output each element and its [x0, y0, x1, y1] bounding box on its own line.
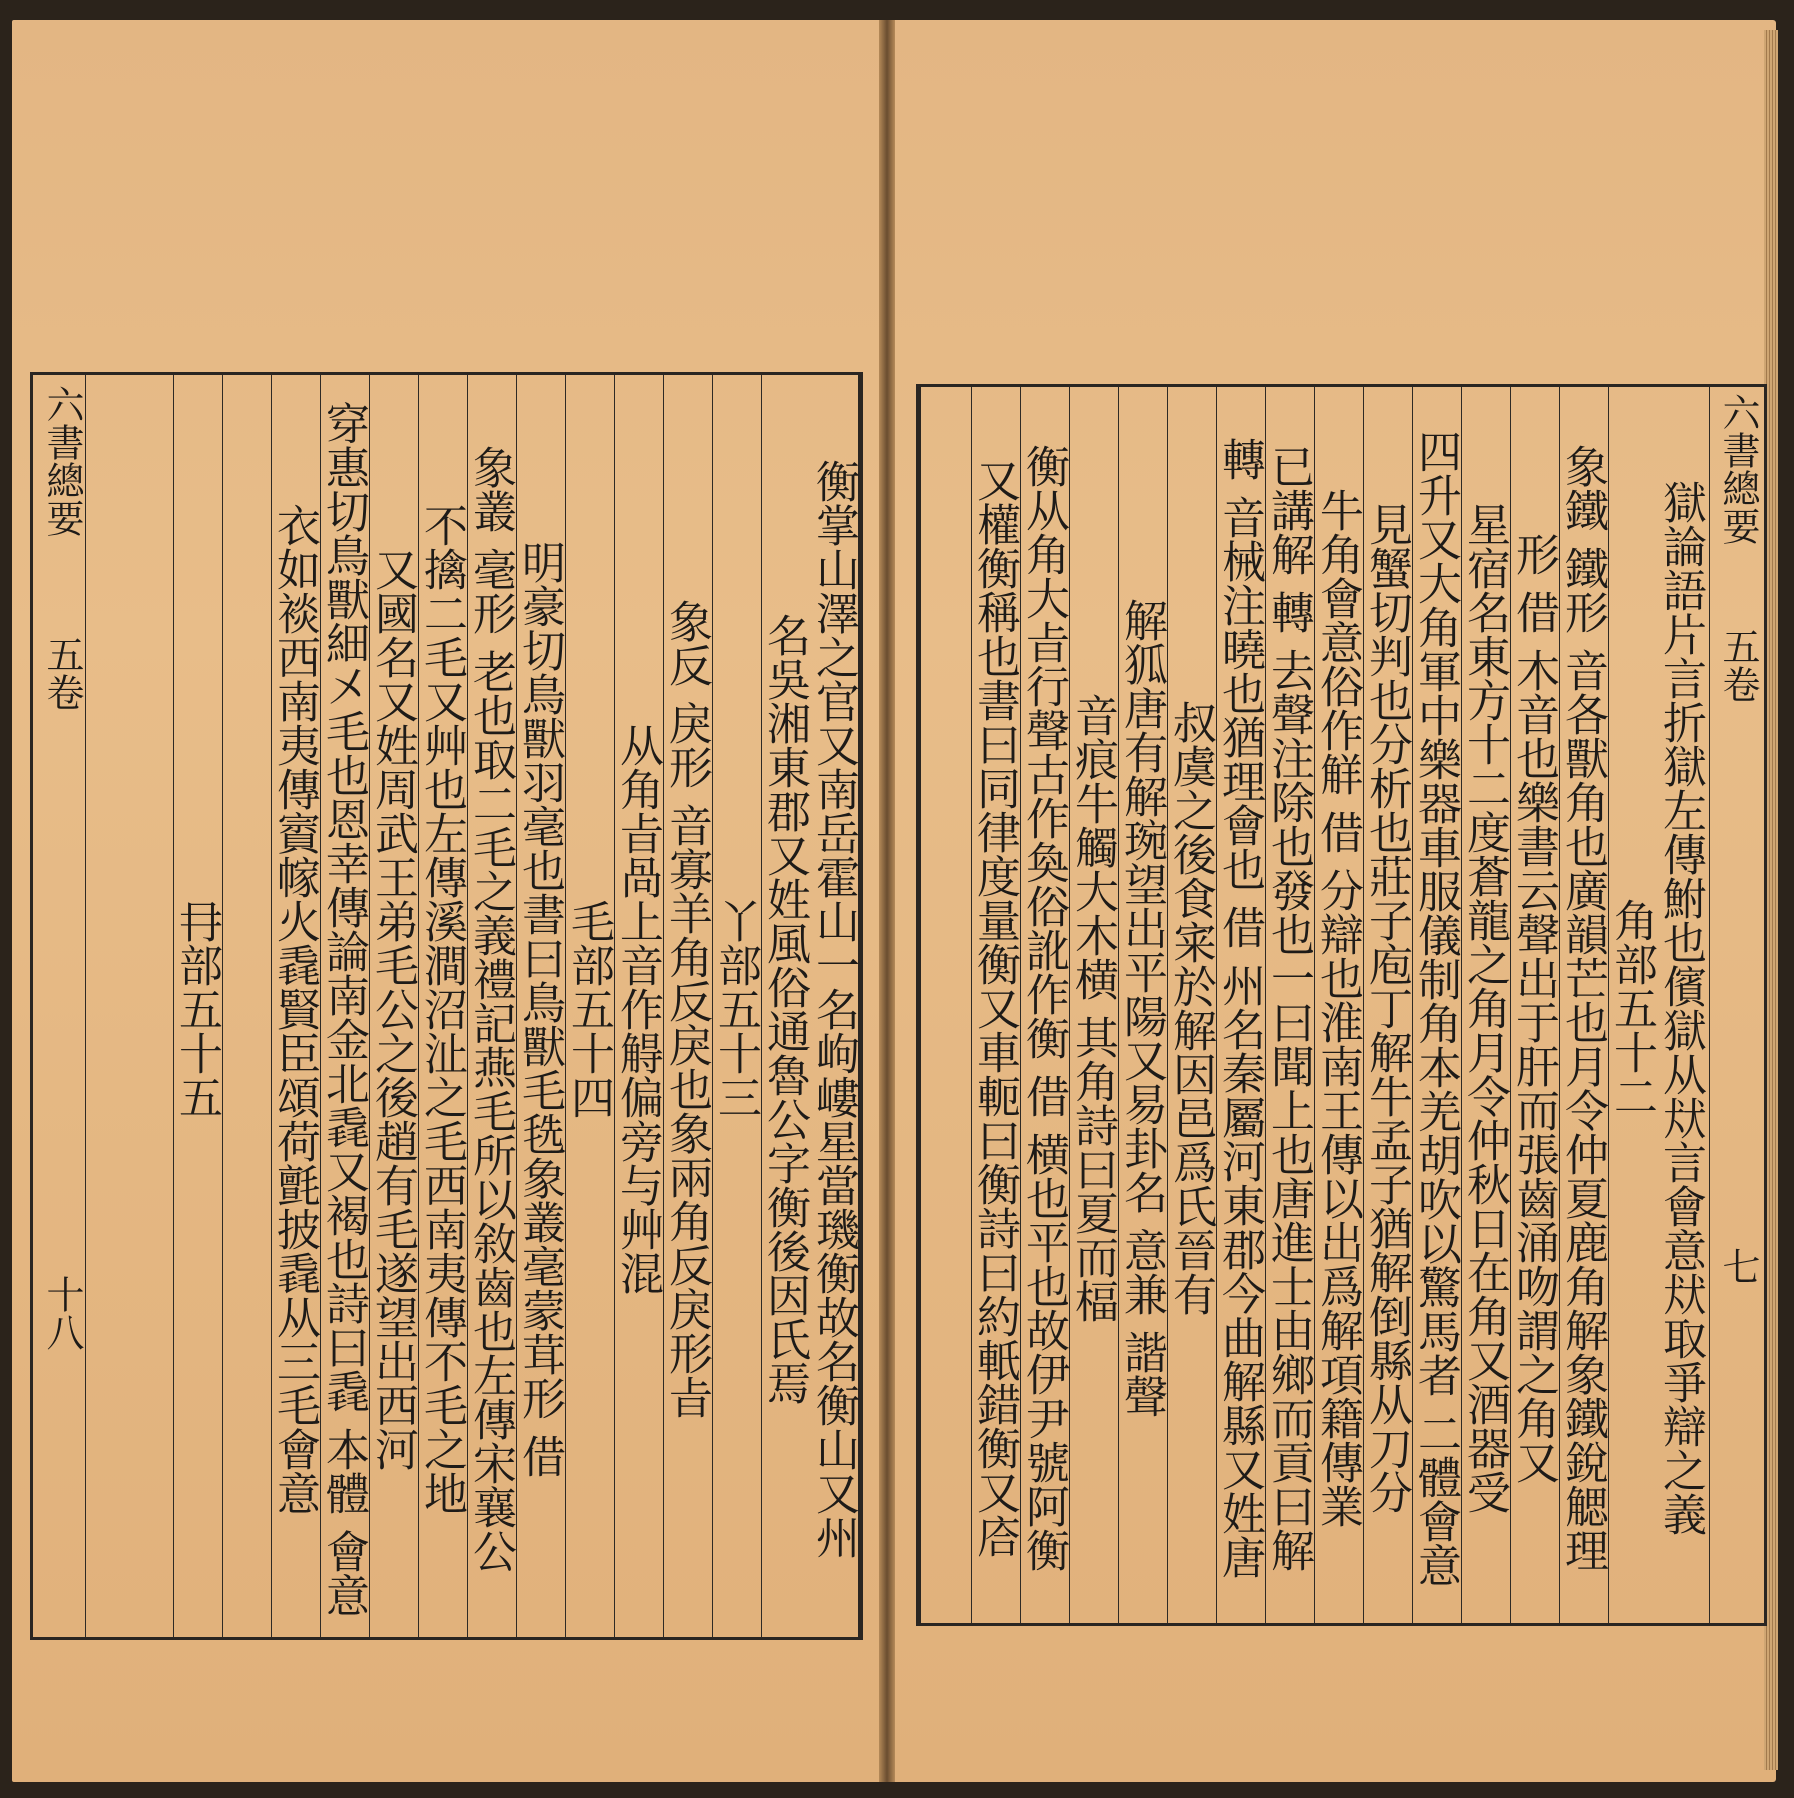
text-column [222, 375, 271, 1637]
text-column: 衡掌山澤之官又南岳霍山一名岣嶁星當璣衡故名衡山又州 [808, 459, 859, 1559]
text-column: 衡从角大㫖行聲古作奐俗訛作衡 借 横也平也故伊尹號阿衡 [1020, 387, 1069, 1623]
margin-juan: 五卷 [40, 635, 84, 711]
text-column: 角部五十二 [1608, 387, 1657, 1623]
text-column: 又國名又姓周武王弟毛公之後趙有毛遂望出西河 [369, 375, 418, 1637]
text-column: 叔虞之後食宷於解因邑爲氏晉有 [1167, 387, 1216, 1623]
text-column: 毛部五十四 [565, 375, 614, 1637]
text-column: 不擒二毛又艸也左傳溪澗沼沚之毛西南夷傳不毛之地 [418, 375, 467, 1637]
text-column: 音痕牛觸大木横 其角詩曰夏而楅 [1069, 387, 1118, 1623]
text-column: 四升又大角軍中樂器車服儀制角本羌胡吹以驚馬者 二體會意 [1412, 387, 1461, 1623]
text-column: 衣如裧西南夷傳賨幏火毳賢臣頌荷氈披毳从三毛會意 [271, 375, 320, 1637]
text-column: 明豪切鳥獸羽毫也書曰鳥獸毛毨象叢毫蒙茸形 借 [516, 375, 565, 1637]
text-column: 獄論語片言折獄左傳鮒也儐獄从㹜言會意㹜取爭辯之義 [1655, 480, 1706, 1536]
text-column: 牛角會意俗作觧 借 分辯也淮南王傳以出爲解項籍傳業 [1314, 387, 1363, 1623]
right-text-frame [916, 384, 1767, 1626]
text-column: 見蟹切判也分析也莊子庖丁解牛孟子猶解倒縣从刀分 [1363, 387, 1412, 1623]
text-column: 星宿名東方十二度蒼龍之角月令仲秋日在角又酒器受 [1461, 387, 1510, 1623]
margin-title: 六書總要 [1716, 393, 1760, 545]
margin-folio: 十八 [40, 1275, 84, 1351]
fold-line [1709, 387, 1710, 1623]
text-column: 又權衡稱也書曰同律度量衡又車軛曰衡詩曰約軝錯衡又𢈈 [971, 387, 1020, 1623]
text-column: 轉 音械注曉也猶理會也 借 州名秦屬河東郡今曲解縣又姓唐 [1216, 387, 1265, 1623]
text-column: 名吳湘東郡又姓風俗通魯公字衡後因氏焉 [761, 375, 810, 1637]
text-column: 形 借 木音也樂書云聲出于肝而張齒涌吻謂之角又 [1510, 387, 1559, 1623]
text-column: 象叢 毫形 老也取二毛之義禮記燕毛所以敘齒也左傳宋襄公 [467, 375, 516, 1637]
fold-line [85, 375, 86, 1637]
gutter [879, 20, 895, 1782]
text-column: 解狐唐有解琬望出平陽又易卦名 意兼 諧聲 [1118, 387, 1167, 1623]
text-column: 象反 戾形 音寡羊角反戾也象兩角反戾形㫖 [663, 375, 712, 1637]
left-text-frame [30, 372, 863, 1640]
margin-title: 六書總要 [40, 385, 84, 537]
text-column: 穿惠切鳥獸細㐅毛也恩幸傳論南金北毳又褐也詩曰毳 本體 會意 [320, 375, 369, 1637]
text-column: 从角㫖咼上音作䚟偏旁与艸混 [614, 375, 663, 1637]
text-column: 象鐵 鐵形 音各獸角也廣韻芒也月令仲夏鹿角解象鐵銳䚡理 [1559, 387, 1608, 1623]
text-column: 已講解 轉 去聲注除也發也一曰聞上也唐進士由鄉而貢曰解 [1265, 387, 1314, 1623]
margin-juan: 五卷 [1716, 627, 1760, 703]
text-column: 冄部五十五 [173, 375, 222, 1637]
margin-folio: 七 [1716, 1247, 1760, 1285]
text-column: 丫部五十三 [712, 375, 761, 1637]
